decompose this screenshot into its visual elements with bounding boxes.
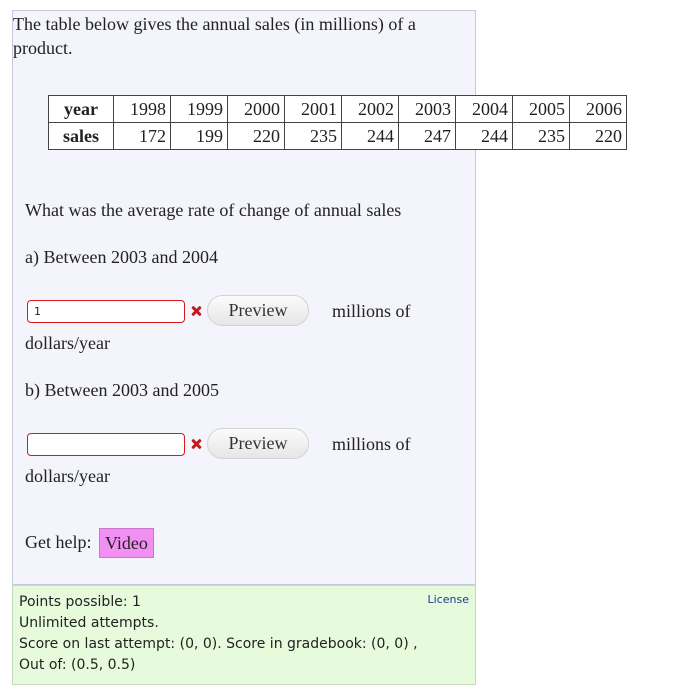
sales-cell: 220 [228,123,285,150]
score-info: Score on last attempt: (0, 0). Score in gradebook: (0, 0) , [19,636,418,652]
out-of-info: Out of: (0.5, 0.5) [19,657,136,673]
year-cell: 2002 [342,96,399,123]
year-cell: 2006 [570,96,627,123]
question-prompt: What was the average rate of change of annual sales [25,200,402,220]
license-link[interactable]: License [427,593,469,606]
sales-cell: 244 [456,123,513,150]
get-help-label: Get help: [25,532,92,552]
score-panel [12,585,476,685]
row-header-year: year [49,96,114,123]
table-row-year [49,96,627,123]
sales-cell: 235 [285,123,342,150]
sales-cell: 247 [399,123,456,150]
sales-cell: 199 [171,123,228,150]
sales-cell: 244 [342,123,399,150]
sales-cell: 235 [513,123,570,150]
video-help-button[interactable]: Video [99,528,154,558]
part-b-preview-button[interactable]: Preview [207,428,309,459]
row-header-sales: sales [49,123,114,150]
year-cell: 2004 [456,96,513,123]
points-possible: Points possible: 1 [19,594,141,610]
part-a-units-cont: dollars/year [25,333,110,353]
incorrect-x-icon [191,439,201,449]
incorrect-x-icon [191,306,201,316]
year-cell: 1998 [114,96,171,123]
year-cell: 1999 [171,96,228,123]
attempts-info: Unlimited attempts. [19,615,159,631]
part-b-label: b) Between 2003 and 2005 [25,380,219,400]
year-cell: 2005 [513,96,570,123]
table-row-sales [49,123,627,150]
sales-cell: 172 [114,123,171,150]
part-a-preview-button[interactable]: Preview [207,295,309,326]
sales-table [48,95,627,150]
year-cell: 2003 [399,96,456,123]
year-cell: 2001 [285,96,342,123]
sales-cell: 220 [570,123,627,150]
question-intro: The table below gives the annual sales (in millions) of a product. [13,14,416,58]
part-a-label: a) Between 2003 and 2004 [25,247,218,267]
part-b-units: millions of [332,434,411,454]
part-b-answer-input[interactable] [27,433,185,456]
part-a-answer-input[interactable] [27,300,185,323]
year-cell: 2000 [228,96,285,123]
part-b-units-cont: dollars/year [25,466,110,486]
part-a-units: millions of [332,301,411,321]
